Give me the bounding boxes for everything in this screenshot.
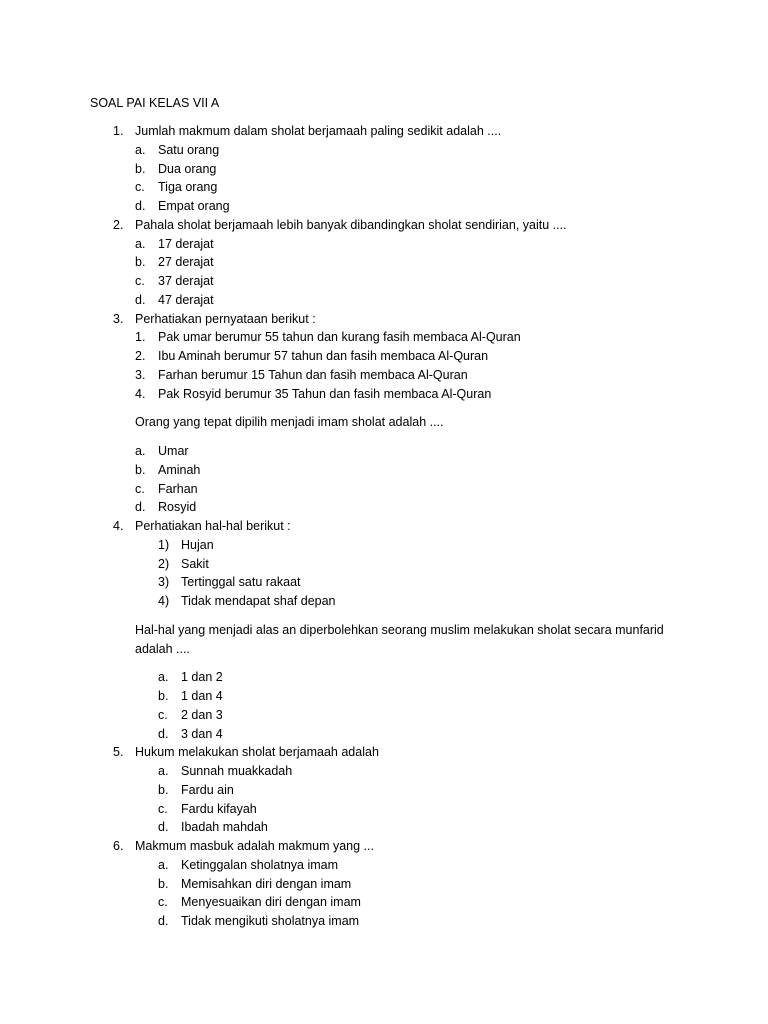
option-marker: b.: [135, 255, 146, 270]
option-item: [0, 893, 768, 912]
statement-text: Tidak mendapat shaf depan: [181, 594, 336, 608]
option-marker: b.: [158, 782, 169, 797]
option-marker: d.: [135, 199, 146, 213]
option-text: Ketinggalan sholatnya imam: [181, 857, 339, 872]
option-text: Ibadah mahdah: [181, 820, 268, 835]
statement-marker: 2.: [135, 349, 146, 363]
option-marker: b.: [135, 161, 146, 176]
statement-text: Pak Rosyid berumur 35 Tahun dan fasih membaca Al-Quran: [158, 386, 492, 401]
option-text: 27 derajat: [158, 255, 214, 270]
document-title: SOAL PAI KELAS VII A: [90, 96, 220, 110]
statement-text: Ibu Aminah berumur 57 tahun dan fasih membaca Al-Quran: [158, 349, 489, 363]
option-item: [0, 498, 768, 517]
option-text: 3 dan 4: [181, 726, 223, 741]
option-item: [0, 875, 768, 894]
question-prompt: Orang yang tepat dipilih menjadi imam sholat adalah ....: [135, 415, 444, 430]
statement-item: [0, 366, 768, 385]
question-text: Pahala sholat berjamaah lebih banyak dibandingkan sholat sendirian, yaitu ....: [135, 217, 567, 232]
option-marker: a.: [158, 670, 169, 685]
question-5: [0, 743, 768, 762]
option-item: [0, 668, 768, 687]
statement-marker: 4): [158, 594, 170, 608]
option-item: [0, 762, 768, 781]
option-text: Fardu ain: [181, 782, 234, 797]
option-text: Satu orang: [158, 142, 220, 157]
statement-item: [0, 347, 768, 366]
option-item: [0, 197, 768, 216]
option-text: Menyesuaikan diri dengan imam: [181, 895, 361, 910]
option-marker: b.: [135, 462, 146, 477]
option-text: 1 dan 4: [181, 689, 223, 703]
question-number: 5.: [113, 745, 124, 760]
option-item: [0, 725, 768, 744]
option-item: [0, 291, 768, 310]
option-text: Rosyid: [158, 500, 197, 515]
question-number: 4.: [113, 519, 124, 533]
statement-marker: 1): [158, 537, 170, 552]
option-item: [0, 160, 768, 179]
option-marker: c.: [135, 481, 145, 496]
option-item: [0, 706, 768, 725]
option-text: Umar: [158, 444, 189, 458]
option-text: Memisahkan diri dengan imam: [181, 876, 352, 891]
statement-text: Farhan berumur 15 Tahun dan fasih membaca Al-Quran: [158, 367, 468, 382]
statement-item: [0, 536, 768, 555]
statement-text: Sakit: [181, 556, 209, 571]
option-item: [0, 687, 768, 706]
question-number: 6.: [113, 839, 124, 853]
statement-text: Hujan: [181, 537, 214, 552]
option-item: [0, 800, 768, 819]
option-item: [0, 856, 768, 875]
statement-marker: 3): [158, 575, 170, 590]
statement-marker: 1.: [135, 330, 146, 345]
statement-item: [0, 592, 768, 611]
option-text: Dua orang: [158, 161, 217, 176]
statement-item: [0, 385, 768, 404]
option-marker: a.: [135, 236, 146, 251]
option-text: Tidak mengikuti sholatnya imam: [181, 914, 360, 928]
statement-item: [0, 328, 768, 347]
option-item: [0, 818, 768, 837]
option-marker: c.: [158, 801, 168, 816]
option-text: 17 derajat: [158, 236, 214, 251]
option-marker: a.: [135, 142, 146, 157]
statement-text: Tertinggal satu rakaat: [181, 575, 301, 590]
option-item: [0, 272, 768, 291]
question-1: [0, 122, 768, 141]
option-marker: c.: [135, 180, 145, 195]
option-marker: d.: [158, 914, 169, 928]
option-marker: c.: [135, 274, 145, 288]
option-item: [0, 235, 768, 254]
statement-text: Pak umar berumur 55 tahun dan kurang fasih membaca Al-Quran: [158, 330, 521, 345]
question-prompt: Hal-hal yang menjadi alas an diperbolehkan seorang muslim melakukan sholat secara munfarid adalah ....: [135, 622, 664, 656]
question-text: Makmum masbuk adalah makmum yang ...: [135, 839, 374, 853]
statement-marker: 4.: [135, 386, 146, 401]
statement-marker: 2): [158, 556, 170, 571]
option-text: 37 derajat: [158, 274, 214, 288]
option-text: Tiga orang: [158, 180, 218, 195]
option-marker: d.: [135, 500, 146, 515]
option-text: 2 dan 3: [181, 707, 223, 722]
question-text: Perhatiakan hal-hal berikut :: [135, 519, 291, 533]
option-marker: a.: [158, 857, 169, 872]
option-text: Fardu kifayah: [181, 801, 257, 816]
question-text: Hukum melakukan sholat berjamaah adalah: [135, 745, 379, 760]
option-item: [0, 141, 768, 160]
option-marker: b.: [158, 876, 169, 891]
option-marker: a.: [158, 764, 169, 778]
question-number: 3.: [113, 311, 124, 326]
question-text: Perhatiakan pernyataan berikut :: [135, 311, 316, 326]
question-number: 2.: [113, 217, 124, 232]
option-text: Empat orang: [158, 199, 230, 213]
option-item: [0, 178, 768, 197]
option-item: [0, 461, 768, 480]
option-marker: d.: [158, 726, 169, 741]
option-text: Farhan: [158, 481, 198, 496]
option-marker: b.: [158, 689, 169, 703]
statement-item: [0, 555, 768, 574]
option-item: [0, 912, 768, 931]
option-marker: a.: [135, 444, 146, 458]
question-6: [0, 837, 768, 856]
option-item: [0, 781, 768, 800]
question-list: [0, 122, 768, 931]
statement-marker: 3.: [135, 367, 146, 382]
option-marker: c.: [158, 707, 168, 722]
option-text: Sunnah muakkadah: [181, 764, 293, 778]
option-marker: c.: [158, 895, 168, 910]
option-text: Aminah: [158, 462, 201, 477]
question-number: 1.: [113, 124, 124, 138]
option-text: 47 derajat: [158, 292, 214, 307]
option-text: 1 dan 2: [181, 670, 223, 685]
option-marker: d.: [135, 292, 146, 307]
statement-item: [0, 573, 768, 592]
question-2: [0, 216, 768, 235]
option-item: [0, 442, 768, 461]
question-text: Jumlah makmum dalam sholat berjamaah paling sedikit adalah ....: [135, 124, 502, 138]
option-item: [0, 253, 768, 272]
question-4: [0, 517, 768, 536]
question-3: [0, 310, 768, 329]
option-marker: d.: [158, 820, 169, 835]
option-item: [0, 480, 768, 499]
